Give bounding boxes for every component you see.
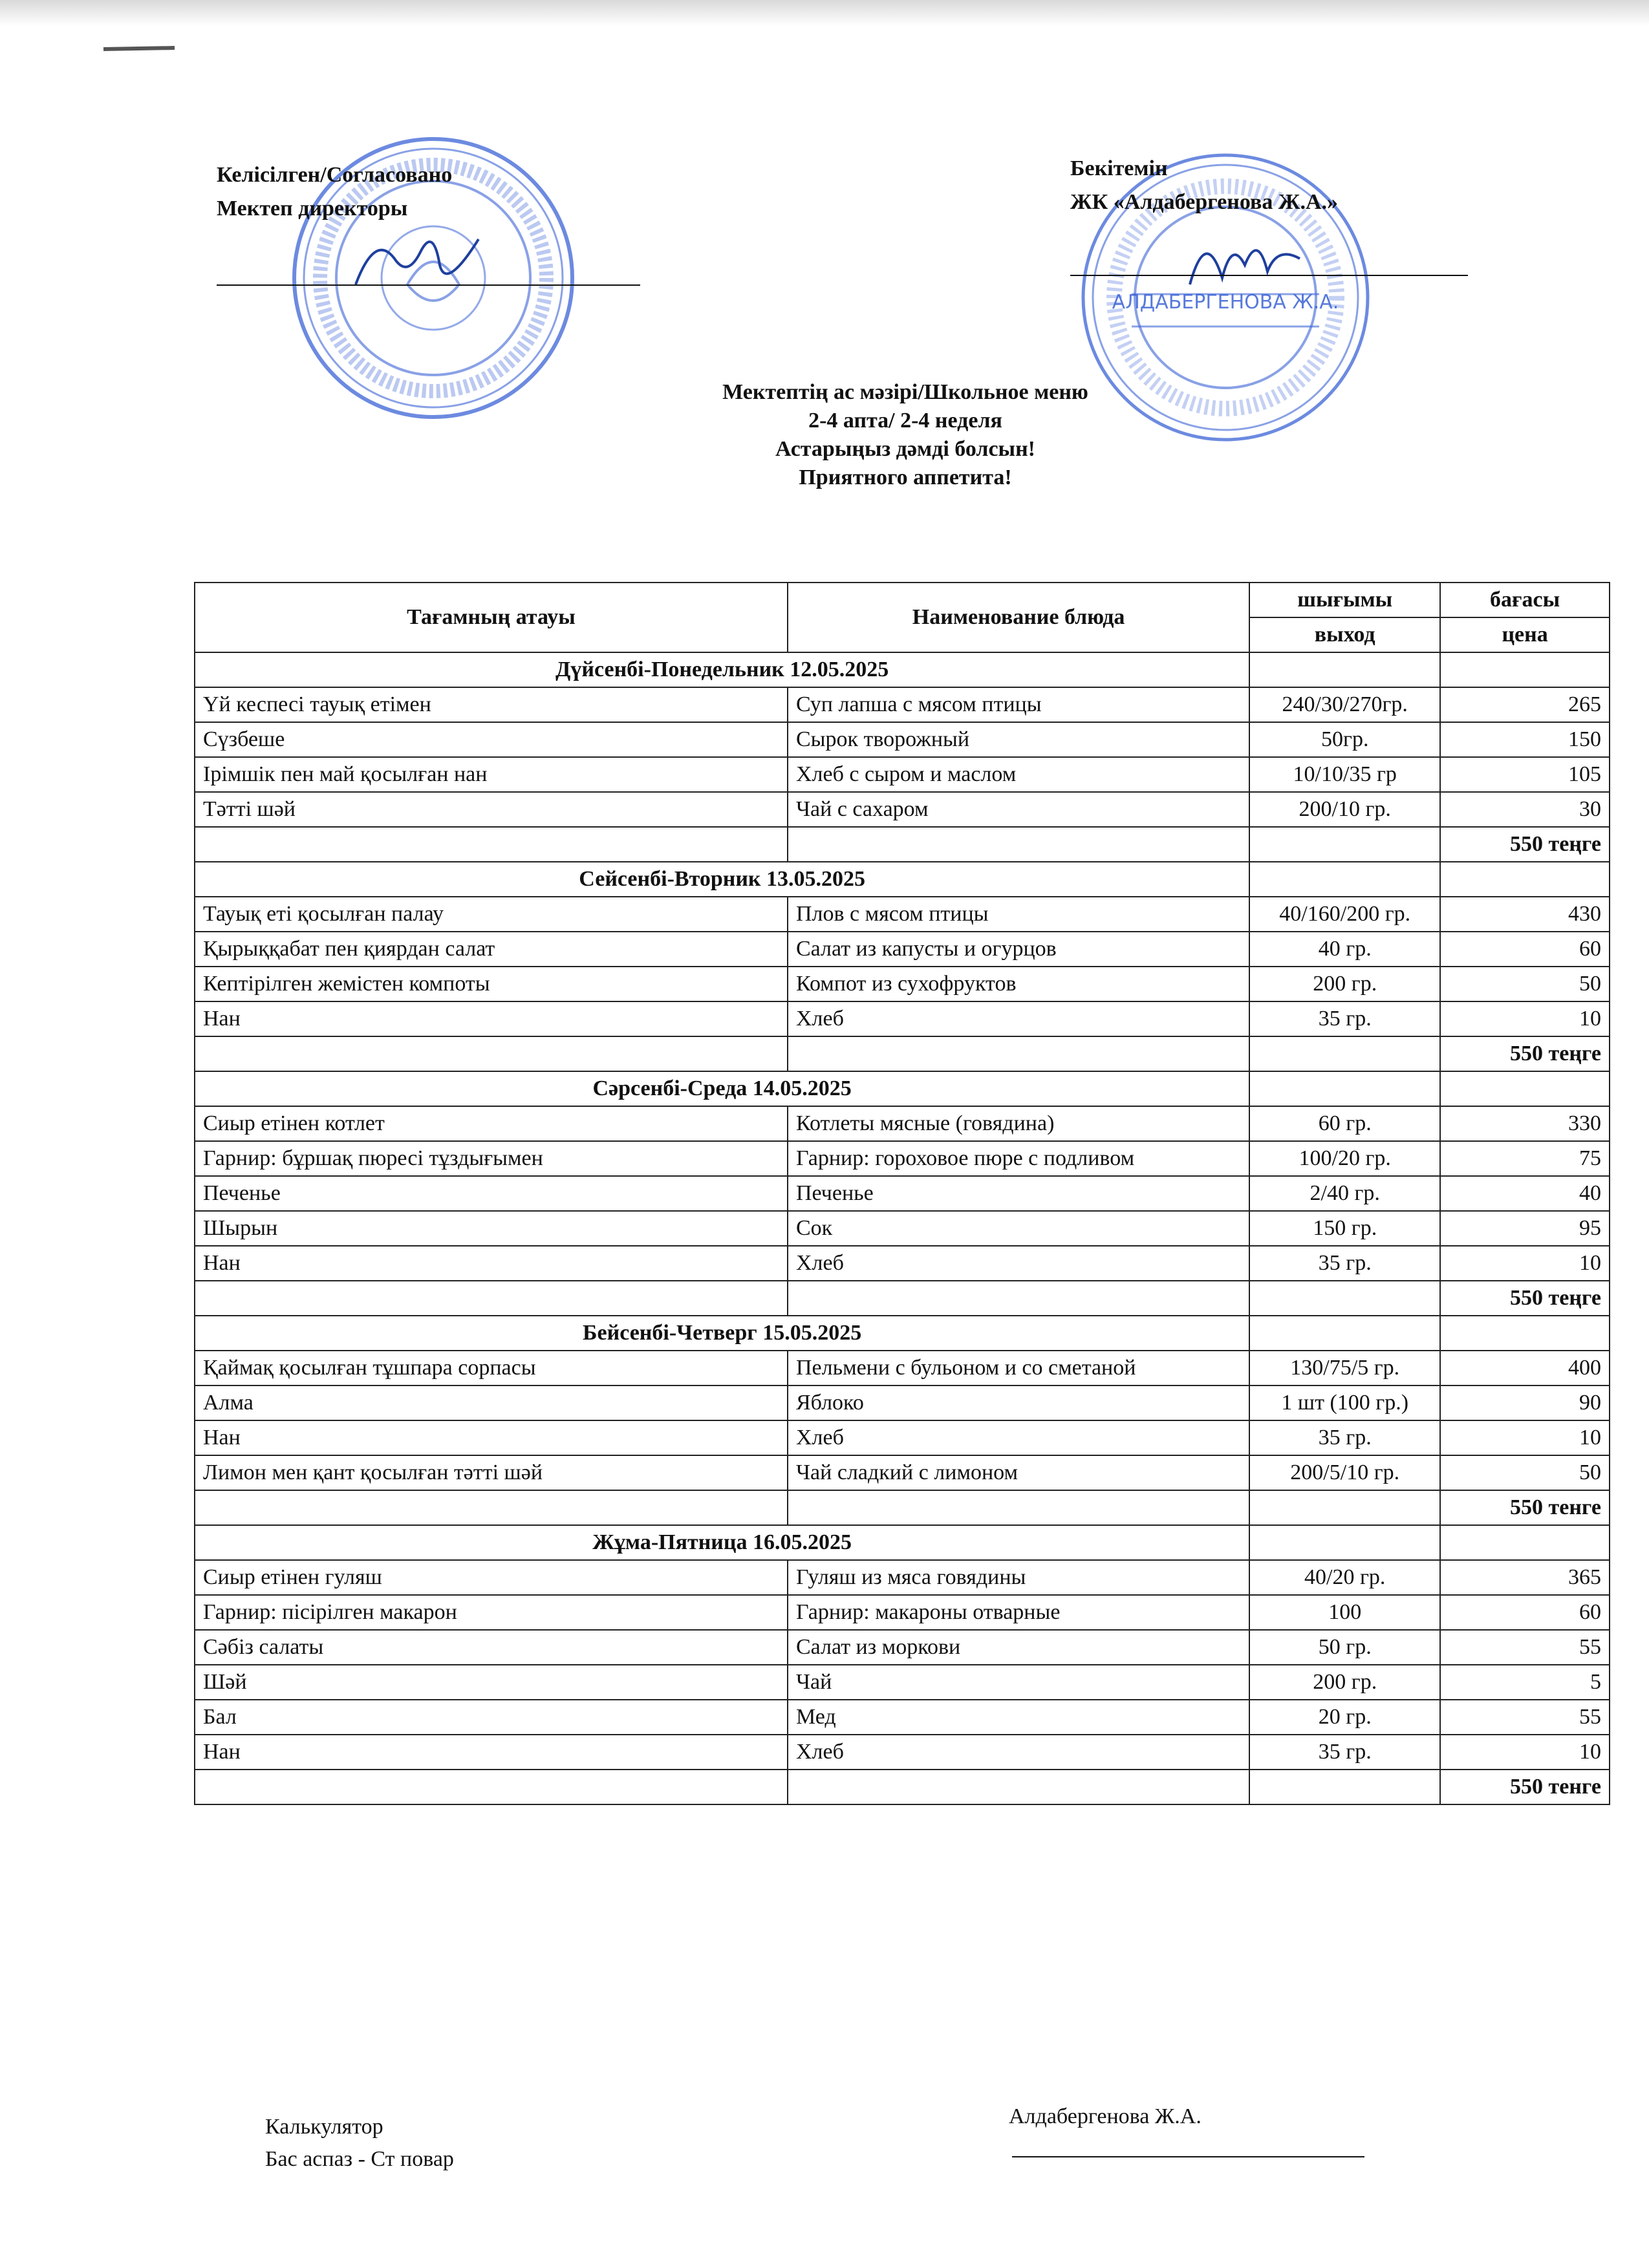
table-row — [195, 722, 1610, 757]
dish-name-kz: Нан — [195, 1001, 788, 1036]
day-title: Дүйсенбі-Понедельник 12.05.2025 — [195, 652, 1249, 687]
day-total: 550 тенге — [1440, 1770, 1610, 1804]
day-total: 550 теңге — [1440, 1281, 1610, 1316]
dish-yield: 200/10 гр. — [1249, 792, 1440, 827]
dish-name-kz: Ірімшік пен май қосылған нан — [195, 757, 788, 792]
dish-yield: 35 гр. — [1249, 1735, 1440, 1770]
dish-name-kz: Тәтті шәй — [195, 792, 788, 827]
empty-cell — [1249, 1036, 1440, 1071]
dish-name-kz: Қырыққабат пен қиярдан салат — [195, 932, 788, 967]
dish-name-ru: Сок — [788, 1211, 1249, 1246]
table-row — [195, 1106, 1610, 1141]
dish-yield: 40 гр. — [1249, 932, 1440, 967]
empty-cell — [1249, 827, 1440, 862]
title-line-4: Приятного аппетита! — [799, 465, 1012, 489]
dish-price: 5 — [1440, 1665, 1610, 1700]
dish-yield: 2/40 гр. — [1249, 1176, 1440, 1211]
header-yield-kz: шығымы — [1249, 583, 1440, 617]
table-row — [195, 1176, 1610, 1211]
dish-name-ru: Яблоко — [788, 1385, 1249, 1420]
approval-agreed-label: Келісілген/Согласовано — [217, 163, 453, 187]
table-row — [195, 1560, 1610, 1595]
header-name-kz: Тағамның атауы — [195, 583, 788, 652]
scan-edge-shadow — [0, 0, 1649, 26]
dish-name-kz: Бал — [195, 1700, 788, 1735]
dish-yield: 200 гр. — [1249, 1665, 1440, 1700]
header-yield-ru: выход — [1249, 617, 1440, 652]
dish-yield: 35 гр. — [1249, 1420, 1440, 1455]
table-row — [195, 967, 1610, 1001]
empty-cell — [195, 1490, 788, 1525]
table-row — [195, 1455, 1610, 1490]
dish-yield: 35 гр. — [1249, 1001, 1440, 1036]
dish-price: 60 — [1440, 932, 1610, 967]
dish-name-ru: Хлеб с сыром и маслом — [788, 757, 1249, 792]
empty-cell — [1249, 1071, 1440, 1106]
empty-cell — [195, 827, 788, 862]
dish-name-ru: Чай с сахаром — [788, 792, 1249, 827]
footer-chef-label: Бас аспаз - Ст повар — [265, 2147, 454, 2171]
dish-yield: 100/20 гр. — [1249, 1141, 1440, 1176]
dish-price: 400 — [1440, 1351, 1610, 1385]
day-title: Бейсенбі-Четверг 15.05.2025 — [195, 1316, 1249, 1351]
dish-price: 55 — [1440, 1630, 1610, 1665]
approval-agreed-block — [217, 158, 452, 226]
dish-price: 330 — [1440, 1106, 1610, 1141]
dish-name-kz: Печенье — [195, 1176, 788, 1211]
dish-yield: 150 гр. — [1249, 1211, 1440, 1246]
empty-cell — [195, 1281, 788, 1316]
dish-name-ru: Компот из сухофруктов — [788, 967, 1249, 1001]
dish-yield: 40/160/200 гр. — [1249, 897, 1440, 932]
day-header-row — [195, 1525, 1610, 1560]
day-title: Сейсенбі-Вторник 13.05.2025 — [195, 862, 1249, 897]
empty-cell — [1249, 1490, 1440, 1525]
day-total-row — [195, 827, 1610, 862]
dish-name-kz: Нан — [195, 1735, 788, 1770]
dish-name-kz: Шырын — [195, 1211, 788, 1246]
header-name-ru: Наименование блюда — [788, 583, 1249, 652]
dish-price: 90 — [1440, 1385, 1610, 1420]
empty-cell — [1249, 1316, 1440, 1351]
dish-name-kz: Тауық еті қосылған палау — [195, 897, 788, 932]
dish-name-kz: Гарнир: бұршақ пюресі тұздығымен — [195, 1141, 788, 1176]
dish-price: 10 — [1440, 1735, 1610, 1770]
empty-cell — [788, 1490, 1249, 1525]
empty-cell — [1249, 1281, 1440, 1316]
table-row — [195, 1351, 1610, 1385]
table-row — [195, 1246, 1610, 1281]
entrepreneur-signature-line — [1070, 275, 1468, 276]
dish-name-ru: Салат из моркови — [788, 1630, 1249, 1665]
dish-name-kz: Қаймақ қосылған тұшпара сорпасы — [195, 1351, 788, 1385]
table-row — [195, 1420, 1610, 1455]
empty-cell — [1440, 1071, 1610, 1106]
day-total: 550 теңге — [1440, 1036, 1610, 1071]
footer-signature-line — [1012, 2156, 1364, 2157]
dish-price: 75 — [1440, 1141, 1610, 1176]
footer-roles — [265, 2111, 454, 2176]
table-header-row — [195, 583, 1610, 617]
table-row — [195, 1630, 1610, 1665]
dish-price: 50 — [1440, 967, 1610, 1001]
dish-price: 50 — [1440, 1455, 1610, 1490]
page-title — [388, 378, 1423, 492]
header-price-ru: цена — [1440, 617, 1610, 652]
title-line-1: Мектептің ас мәзірі/Школьное меню — [722, 380, 1088, 404]
table-row — [195, 1595, 1610, 1630]
dish-name-ru: Пельмени с бульоном и со сметаной — [788, 1351, 1249, 1385]
table-row — [195, 1385, 1610, 1420]
approval-confirm-block — [1070, 152, 1338, 219]
dish-yield: 20 гр. — [1249, 1700, 1440, 1735]
table-row — [195, 897, 1610, 932]
empty-cell — [1440, 1525, 1610, 1560]
title-line-2: 2-4 апта/ 2-4 неделя — [808, 409, 1002, 433]
day-header-row — [195, 652, 1610, 687]
approval-entrepreneur-label: ЖК «Алдабергенова Ж.А.» — [1070, 190, 1339, 214]
dish-name-ru: Хлеб — [788, 1246, 1249, 1281]
empty-cell — [788, 1036, 1249, 1071]
dish-name-ru: Хлеб — [788, 1001, 1249, 1036]
footer-signer-name: Алдабергенова Ж.А. — [1009, 2104, 1202, 2128]
empty-cell — [195, 1770, 788, 1804]
dish-yield: 240/30/270гр. — [1249, 687, 1440, 722]
dish-yield: 50 гр. — [1249, 1630, 1440, 1665]
dish-name-ru: Мед — [788, 1700, 1249, 1735]
dish-yield: 35 гр. — [1249, 1246, 1440, 1281]
dish-price: 365 — [1440, 1560, 1610, 1595]
day-header-row — [195, 1071, 1610, 1106]
empty-cell — [788, 1281, 1249, 1316]
approval-director-label: Мектеп директоры — [217, 197, 408, 220]
empty-cell — [1249, 652, 1440, 687]
dish-name-ru: Гарнир: макароны отварные — [788, 1595, 1249, 1630]
table-row — [195, 1700, 1610, 1735]
day-total: 550 теңге — [1440, 827, 1610, 862]
day-total-row — [195, 1036, 1610, 1071]
dish-price: 60 — [1440, 1595, 1610, 1630]
dish-price: 265 — [1440, 687, 1610, 722]
dish-name-kz: Кептірілген жемістен компоты — [195, 967, 788, 1001]
dish-yield: 60 гр. — [1249, 1106, 1440, 1141]
dish-price: 150 — [1440, 722, 1610, 757]
footer-calculator-label: Калькулятор — [265, 2115, 383, 2139]
menu-table — [194, 582, 1610, 1805]
dish-price: 10 — [1440, 1420, 1610, 1455]
empty-cell — [195, 1036, 788, 1071]
dish-yield: 200/5/10 гр. — [1249, 1455, 1440, 1490]
dish-name-kz: Шәй — [195, 1665, 788, 1700]
dish-yield: 10/10/35 гр — [1249, 757, 1440, 792]
day-total-row — [195, 1490, 1610, 1525]
scan-mark — [103, 46, 175, 51]
table-row — [195, 687, 1610, 722]
dish-name-ru: Гарнир: гороховое пюре с подливом — [788, 1141, 1249, 1176]
day-total-row — [195, 1770, 1610, 1804]
dish-name-kz: Гарнир: пісірілген макарон — [195, 1595, 788, 1630]
dish-yield: 100 — [1249, 1595, 1440, 1630]
approval-confirm-label: Бекітемін — [1070, 156, 1168, 180]
dish-name-ru: Печенье — [788, 1176, 1249, 1211]
dish-name-kz: Лимон мен қант қосылған тәтті шәй — [195, 1455, 788, 1490]
dish-price: 10 — [1440, 1246, 1610, 1281]
dish-name-kz: Сәбіз салаты — [195, 1630, 788, 1665]
table-row — [195, 1735, 1610, 1770]
empty-cell — [1249, 1525, 1440, 1560]
table-row — [195, 1665, 1610, 1700]
dish-name-kz: Нан — [195, 1246, 788, 1281]
dish-name-ru: Хлеб — [788, 1420, 1249, 1455]
director-signature-line — [217, 284, 640, 286]
dish-name-ru: Сырок творожный — [788, 722, 1249, 757]
dish-yield: 50гр. — [1249, 722, 1440, 757]
table-row — [195, 1211, 1610, 1246]
dish-name-kz: Сиыр етінен котлет — [195, 1106, 788, 1141]
empty-cell — [1249, 1770, 1440, 1804]
header-price-kz: бағасы — [1440, 583, 1610, 617]
empty-cell — [1440, 652, 1610, 687]
dish-name-ru: Салат из капусты и огурцов — [788, 932, 1249, 967]
dish-name-ru: Чай сладкий с лимоном — [788, 1455, 1249, 1490]
table-row — [195, 757, 1610, 792]
director-signature-icon — [349, 226, 491, 297]
dish-yield: 130/75/5 гр. — [1249, 1351, 1440, 1385]
approver-signature-icon — [1183, 223, 1306, 294]
dish-price: 95 — [1440, 1211, 1610, 1246]
day-header-row — [195, 862, 1610, 897]
day-total-row — [195, 1281, 1610, 1316]
empty-cell — [1249, 862, 1440, 897]
dish-price: 430 — [1440, 897, 1610, 932]
dish-price: 30 — [1440, 792, 1610, 827]
dish-yield: 200 гр. — [1249, 967, 1440, 1001]
table-row — [195, 1141, 1610, 1176]
day-title: Жұма-Пятница 16.05.2025 — [195, 1525, 1249, 1560]
stamp-right-text: АЛДАБЕРГЕНОВА Ж.А. — [1112, 291, 1339, 314]
dish-name-ru: Хлеб — [788, 1735, 1249, 1770]
empty-cell — [788, 1770, 1249, 1804]
table-row — [195, 792, 1610, 827]
day-title: Сәрсенбі-Среда 14.05.2025 — [195, 1071, 1249, 1106]
dish-name-ru: Чай — [788, 1665, 1249, 1700]
dish-name-ru: Плов с мясом птицы — [788, 897, 1249, 932]
empty-cell — [788, 827, 1249, 862]
dish-name-ru: Суп лапша с мясом птицы — [788, 687, 1249, 722]
dish-price: 55 — [1440, 1700, 1610, 1735]
dish-name-ru: Котлеты мясные (говядина) — [788, 1106, 1249, 1141]
menu-table-body — [195, 652, 1610, 1804]
title-line-3: Астарыңыз дәмді болсын! — [775, 437, 1035, 461]
day-header-row — [195, 1316, 1610, 1351]
dish-price: 105 — [1440, 757, 1610, 792]
dish-name-kz: Сиыр етінен гуляш — [195, 1560, 788, 1595]
dish-yield: 1 шт (100 гр.) — [1249, 1385, 1440, 1420]
dish-name-kz: Сүзбеше — [195, 722, 788, 757]
table-row — [195, 1001, 1610, 1036]
dish-price: 10 — [1440, 1001, 1610, 1036]
empty-cell — [1440, 1316, 1610, 1351]
dish-name-kz: Үй кеспесі тауық етімен — [195, 687, 788, 722]
empty-cell — [1440, 862, 1610, 897]
dish-name-kz: Нан — [195, 1420, 788, 1455]
dish-price: 40 — [1440, 1176, 1610, 1211]
day-total: 550 тенге — [1440, 1490, 1610, 1525]
dish-name-ru: Гуляш из мяса говядины — [788, 1560, 1249, 1595]
dish-name-kz: Алма — [195, 1385, 788, 1420]
table-row — [195, 932, 1610, 967]
dish-yield: 40/20 гр. — [1249, 1560, 1440, 1595]
